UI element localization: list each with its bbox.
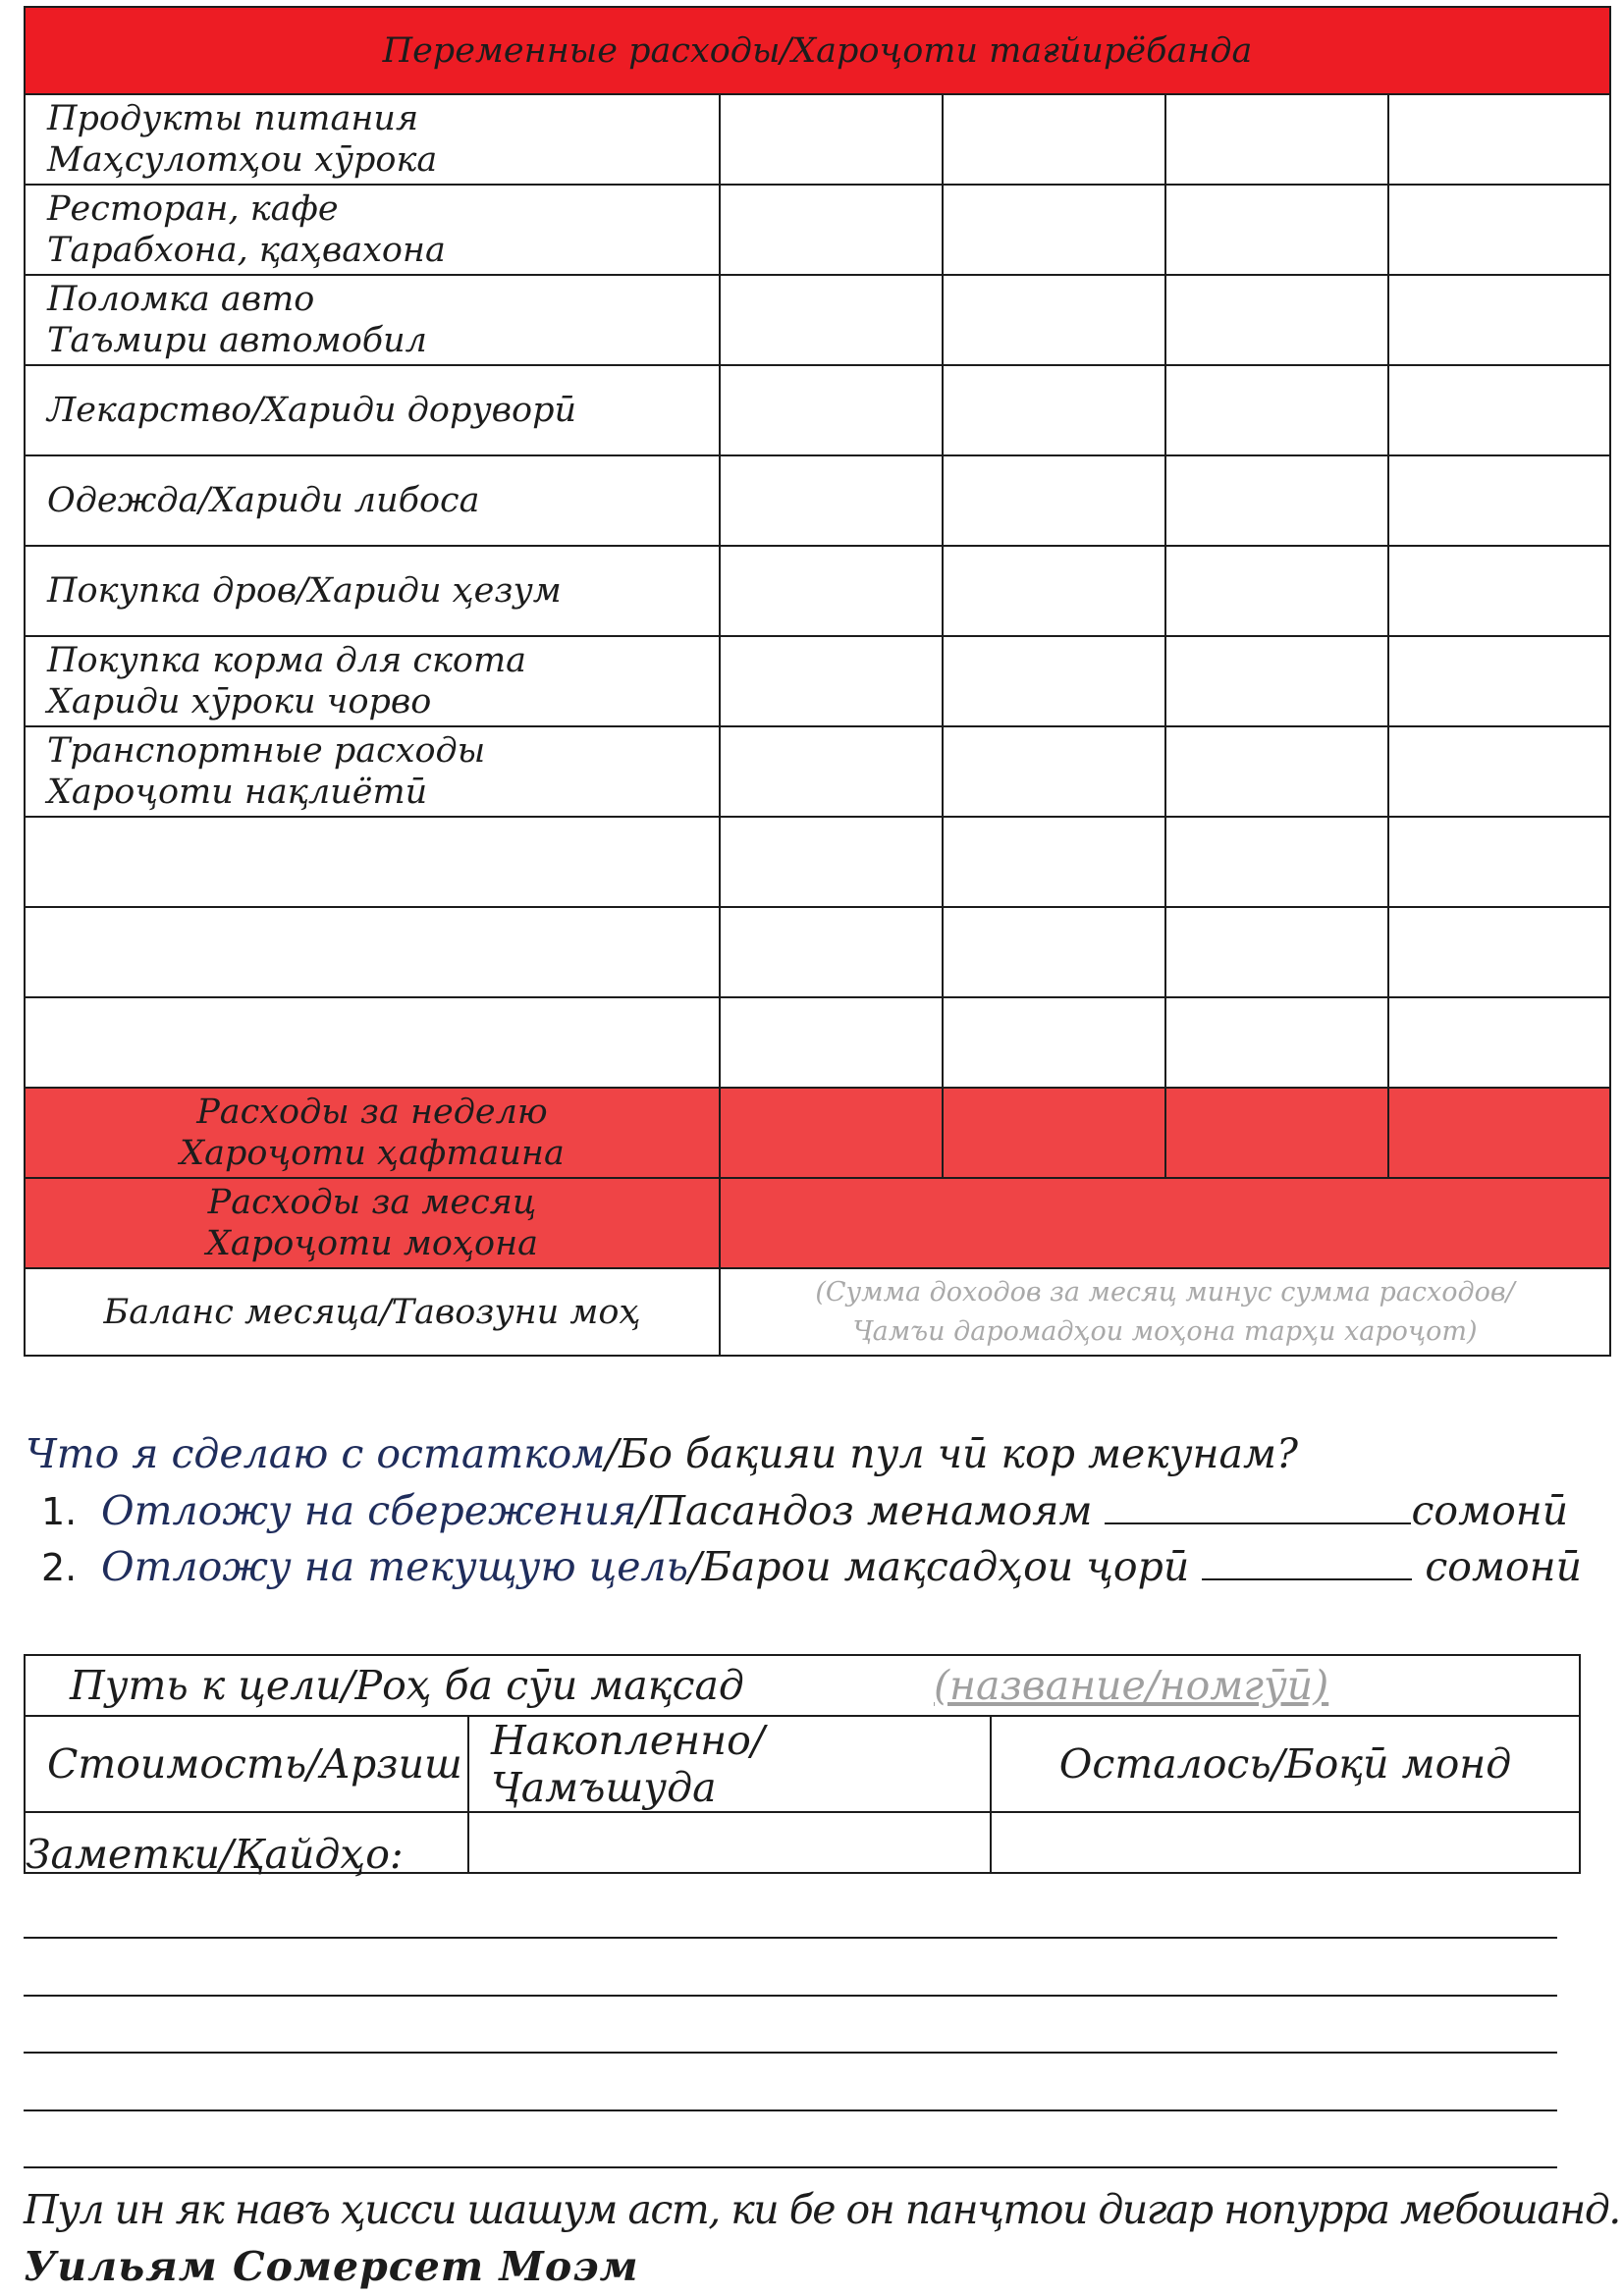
- week-1-cell[interactable]: [720, 94, 943, 185]
- goal-title-row: [25, 1655, 1580, 1716]
- expense-row: [25, 275, 1610, 365]
- goal-saved-cell[interactable]: [468, 1812, 991, 1873]
- goal-label-tj: /Барои мақсадҳои ҷорӣ: [687, 1543, 1203, 1590]
- week-3-cell[interactable]: [1165, 185, 1388, 275]
- week-3-cell[interactable]: [1165, 275, 1388, 365]
- monthly-total-cell[interactable]: [720, 1178, 1610, 1268]
- label-line-2: Маҳсулотҳои хӯрока: [47, 140, 438, 180]
- savings-unit: сомонӣ: [1411, 1487, 1569, 1534]
- expense-label: [25, 546, 720, 636]
- savings-label-ru: Отложу на сбережения: [101, 1487, 637, 1534]
- expense-label: [25, 365, 720, 455]
- balance-note-line-1: (Сумма доходов за месяц минус сумма расходов/: [815, 1276, 1515, 1308]
- goal-columns-row: [25, 1716, 1580, 1812]
- week-4-cell[interactable]: [1388, 275, 1610, 365]
- week-1-cell[interactable]: [720, 546, 943, 636]
- expense-label: [25, 185, 720, 275]
- label-line-1: Продукты питания: [47, 99, 419, 138]
- week-1-cell[interactable]: [720, 726, 943, 817]
- goal-title: Путь к цели/Роҳ ба сӯи мақсад: [70, 1662, 744, 1709]
- label-line-2: Таъмири автомобил: [47, 321, 427, 360]
- week-3-cell[interactable]: [1165, 546, 1388, 636]
- label-line-2: Тарабхона, қаҳвахона: [47, 231, 446, 270]
- week-3-cell[interactable]: [1165, 726, 1388, 817]
- expense-row: [25, 907, 1610, 997]
- monthly-total-label: [25, 1178, 720, 1268]
- weekly-total-2-cell[interactable]: [943, 1088, 1165, 1178]
- week-4-cell[interactable]: [1388, 365, 1610, 455]
- leftover-item-savings: [41, 1487, 1568, 1534]
- notes-line[interactable]: [24, 1937, 1557, 1939]
- label-line-1: Покупка дров/Хариди ҳезум: [47, 571, 562, 611]
- monthly-total-row: [25, 1178, 1610, 1268]
- goal-unit: сомонӣ: [1412, 1543, 1583, 1590]
- leftover-item-goal: [41, 1543, 1582, 1590]
- week-2-cell[interactable]: [943, 185, 1165, 275]
- expense-label: [25, 636, 720, 726]
- week-1-cell[interactable]: [720, 636, 943, 726]
- week-3-cell[interactable]: [1165, 455, 1388, 546]
- week-2-cell[interactable]: [943, 907, 1165, 997]
- expense-label: [25, 726, 720, 817]
- quote-text: Пул ин як навъ ҳисси шашум аст, ки бе он панҷтои дигар нопурра мебошанд.: [24, 2186, 1620, 2233]
- week-2-cell[interactable]: [943, 817, 1165, 907]
- expense-row: [25, 94, 1610, 185]
- expenses-table: [24, 6, 1611, 1357]
- list-number: 2.: [41, 1546, 78, 1589]
- week-4-cell[interactable]: [1388, 94, 1610, 185]
- week-3-cell[interactable]: [1165, 817, 1388, 907]
- goal-title-cell: [25, 1655, 1580, 1716]
- week-2-cell[interactable]: [943, 455, 1165, 546]
- label-line-2: Хариди хӯроки чорво: [47, 682, 432, 721]
- week-1-cell[interactable]: [720, 185, 943, 275]
- week-2-cell[interactable]: [943, 997, 1165, 1088]
- notes-line[interactable]: [24, 2109, 1557, 2111]
- weekly-total-label: [25, 1088, 720, 1178]
- label-line-1: Расходы за неделю: [196, 1093, 548, 1132]
- balance-row: [25, 1268, 1610, 1356]
- week-1-cell[interactable]: [720, 365, 943, 455]
- week-3-cell[interactable]: [1165, 636, 1388, 726]
- week-4-cell[interactable]: [1388, 997, 1610, 1088]
- table-title: Переменные расходы/Хароҷоти тағйирёбанда: [25, 7, 1610, 94]
- goal-name-hint[interactable]: (название/номгӯӣ): [934, 1662, 1329, 1709]
- expense-label: [25, 275, 720, 365]
- goal-saved-header: Накопленно/Ҷамъшуда: [468, 1716, 991, 1812]
- week-4-cell[interactable]: [1388, 455, 1610, 546]
- week-2-cell[interactable]: [943, 636, 1165, 726]
- leftover-question: [26, 1430, 1298, 1477]
- week-1-cell[interactable]: [720, 907, 943, 997]
- weekly-total-3-cell[interactable]: [1165, 1088, 1388, 1178]
- week-3-cell[interactable]: [1165, 94, 1388, 185]
- label-line-1: Покупка корма для скота: [47, 641, 527, 680]
- list-number: 1.: [41, 1490, 78, 1533]
- expense-label: [25, 817, 720, 907]
- label-line-2: Хароҷоти моҳона: [206, 1224, 538, 1263]
- notes-label: Заметки/Қайдҳо:: [26, 1831, 404, 1878]
- savings-amount-blank[interactable]: [1105, 1493, 1411, 1524]
- week-4-cell[interactable]: [1388, 546, 1610, 636]
- expense-label: [25, 997, 720, 1088]
- week-2-cell[interactable]: [943, 94, 1165, 185]
- savings-label-tj: /Пасандоз менамоям: [636, 1487, 1106, 1534]
- expense-row: [25, 817, 1610, 907]
- week-3-cell[interactable]: [1165, 365, 1388, 455]
- expense-row: [25, 365, 1610, 455]
- week-1-cell[interactable]: [720, 997, 943, 1088]
- label-line-1: Расходы за месяц: [207, 1183, 537, 1222]
- leftover-question-ru: Что я сделаю с остатком: [26, 1430, 606, 1477]
- weekly-total-row: [25, 1088, 1610, 1178]
- week-1-cell[interactable]: [720, 817, 943, 907]
- balance-label: Баланс месяца/Тавозуни моҳ: [25, 1268, 720, 1356]
- weekly-total-4-cell[interactable]: [1388, 1088, 1610, 1178]
- week-2-cell[interactable]: [943, 365, 1165, 455]
- goal-remaining-header: Осталось/Боқӣ монд: [991, 1716, 1580, 1812]
- label-line-1: Транспортные расходы: [47, 731, 486, 771]
- notes-line[interactable]: [24, 2052, 1557, 2054]
- quote-author: Уильям Сомерсет Моэм: [24, 2243, 639, 2290]
- week-4-cell[interactable]: [1388, 636, 1610, 726]
- balance-note-line-2: Ҷамъи даромадҳои моҳона тарҳи хароҷот): [852, 1315, 1478, 1347]
- week-1-cell[interactable]: [720, 275, 943, 365]
- expense-row: [25, 636, 1610, 726]
- label-line-1: Ресторан, кафе: [47, 189, 339, 229]
- balance-note[interactable]: [720, 1268, 1610, 1356]
- week-4-cell[interactable]: [1388, 726, 1610, 817]
- week-2-cell[interactable]: [943, 275, 1165, 365]
- leftover-question-tj: /Бо бақияи пул чӣ кор мекунам?: [605, 1430, 1298, 1477]
- notes-line[interactable]: [24, 1995, 1557, 1997]
- expense-label: [25, 455, 720, 546]
- label-line-1: Лекарство/Хариди доруворӣ: [47, 391, 577, 430]
- label-line-2: Хароҷоти ҳафтаина: [180, 1134, 565, 1173]
- notes-line[interactable]: [24, 2166, 1557, 2168]
- expense-row: [25, 185, 1610, 275]
- table-header-row: [25, 7, 1610, 94]
- week-3-cell[interactable]: [1165, 907, 1388, 997]
- expense-label: [25, 94, 720, 185]
- goal-label-ru: Отложу на текущую цель: [101, 1543, 688, 1590]
- label-line-2: Хароҷоти нақлиётӣ: [47, 773, 428, 812]
- week-4-cell[interactable]: [1388, 185, 1610, 275]
- week-2-cell[interactable]: [943, 546, 1165, 636]
- expense-row: [25, 546, 1610, 636]
- week-3-cell[interactable]: [1165, 997, 1388, 1088]
- label-line-1: Одежда/Хариди либоса: [47, 481, 480, 520]
- goal-cost-header: Стоимость/Арзиш: [25, 1716, 468, 1812]
- goal-remaining-cell[interactable]: [991, 1812, 1580, 1873]
- goal-amount-blank[interactable]: [1202, 1549, 1412, 1580]
- week-4-cell[interactable]: [1388, 817, 1610, 907]
- week-2-cell[interactable]: [943, 726, 1165, 817]
- expense-row: [25, 455, 1610, 546]
- label-line-1: Поломка авто: [47, 280, 315, 319]
- expense-row: [25, 997, 1610, 1088]
- expense-row: [25, 726, 1610, 817]
- weekly-total-1-cell[interactable]: [720, 1088, 943, 1178]
- week-1-cell[interactable]: [720, 455, 943, 546]
- expense-label: [25, 907, 720, 997]
- week-4-cell[interactable]: [1388, 907, 1610, 997]
